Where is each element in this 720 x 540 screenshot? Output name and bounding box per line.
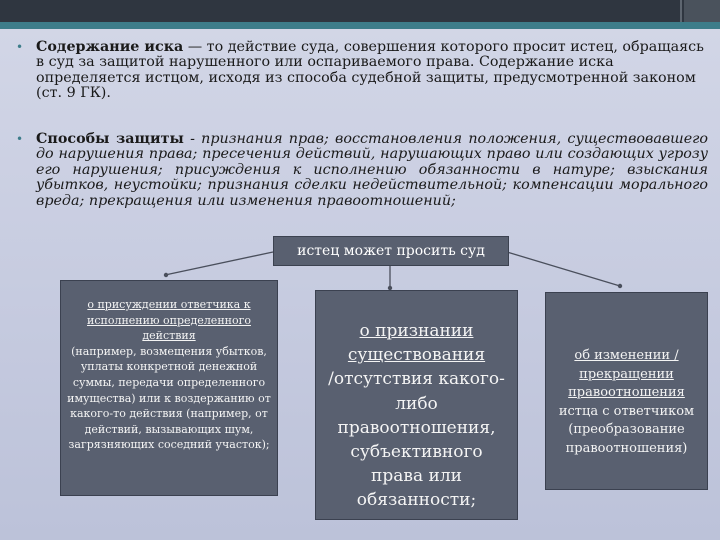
recognition-box-subtitle: существования — [347, 345, 486, 366]
bullet-text: - признания прав; восстановления положения, существовавшего до нарушения права; пресечения действий, нарушающих право или создающих угрозу его нарушения; присуждения к исполнению обязанности в натуре; взыскания убытков, неустойки; признания сделки недействительной; компенсации морального вреда; прекращения или изменения правоотношений; — [36, 131, 709, 209]
award-box-content — [61, 281, 277, 453]
arrow-head-right — [618, 284, 622, 288]
modification-box-content — [546, 293, 707, 459]
bullet-icon: • — [16, 132, 24, 146]
arrow-line-right — [507, 252, 620, 286]
award-box — [60, 280, 278, 496]
bullet-text: — то действие суда, совершения которого просит истец, обращаясь в суд за защитой нарушенного или оспариваемого права. Содержание иска определяется истцом, исходя из способа судебной защиты, предусмотренной законом (ст. 9 ГК). — [36, 39, 704, 102]
recognition-box — [315, 290, 518, 520]
recognition-box-content — [316, 291, 517, 513]
award-box-text: (например, возмещения убытков, уплаты конкретной денежной суммы, передачи определенного имущества) или к воздержанию от какого-то действия (например, от действий, вызывающих шум, загрязняющих соседний участок); — [67, 344, 271, 452]
recognition-box-title: о признании — [359, 321, 474, 341]
modification-box-text: истца с ответчиком (преобразование правоотношения) — [558, 403, 695, 456]
bullet-icon: • — [16, 40, 24, 54]
bullet-term: Способы защиты — [36, 131, 184, 147]
modification-box-title: об изменении / прекращении правоотношения — [568, 348, 685, 401]
claimant-may-ask-box: истец может просить суд — [273, 236, 509, 266]
recognition-box-text: /отсутствия какого-либо правоотношения, субъективного права или обязанности; — [328, 369, 505, 511]
arrow-head-left — [164, 273, 168, 277]
modification-box — [545, 292, 708, 490]
bullet-term: Содержание иска — [36, 39, 184, 55]
award-box-title: о присуждении ответчика к исполнению определенного действия — [87, 298, 251, 343]
arrow-line-left — [165, 252, 273, 275]
